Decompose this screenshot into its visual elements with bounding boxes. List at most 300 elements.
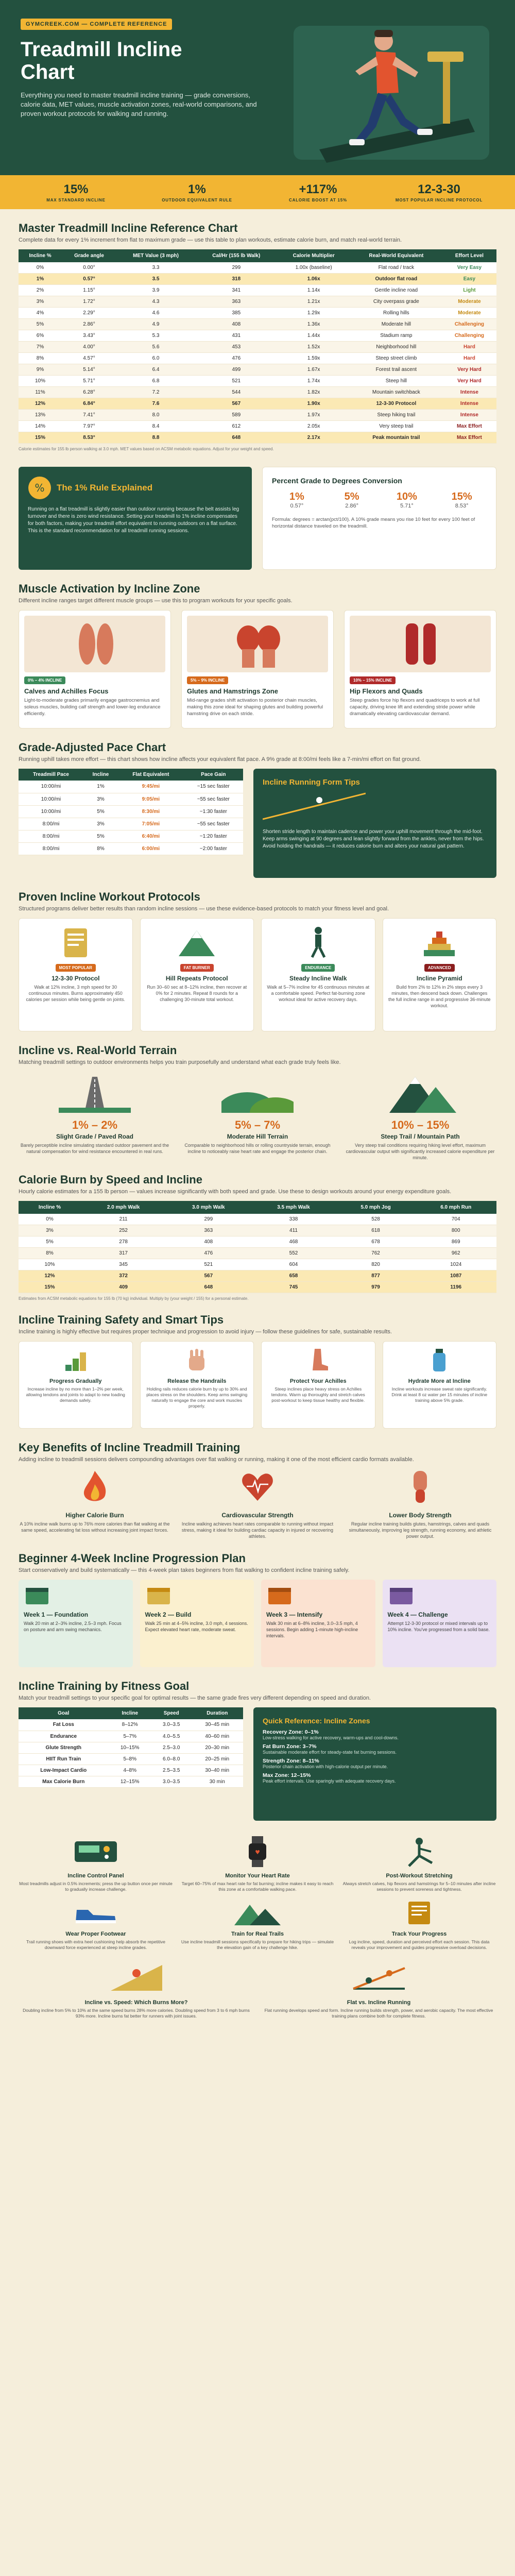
table-row bbox=[19, 1248, 496, 1259]
table-cell: 40–60 min bbox=[192, 1731, 243, 1742]
table-cell: 7.41° bbox=[62, 410, 116, 421]
svg-text:%: % bbox=[35, 482, 45, 494]
conversion-title: Percent Grade to Degrees Conversion bbox=[272, 477, 402, 485]
reference-section bbox=[0, 209, 515, 451]
table-cell: 453 bbox=[195, 342, 277, 353]
road-icon bbox=[59, 1072, 131, 1113]
safety-card: Protect Your Achilles Steep inclines place heavy stress on Achilles tendons. Warm up thoroughly and stretch calves post-workout to keep tissue healthy and flexible. bbox=[261, 1341, 375, 1429]
table-cell: 8–12% bbox=[109, 1719, 151, 1731]
table-cell: 12-3-30 Protocol bbox=[350, 398, 442, 410]
table-cell: City overpass grade bbox=[350, 296, 442, 308]
table-cell: Very Hard bbox=[442, 364, 496, 376]
table-header-cell: Pace Gain bbox=[184, 769, 243, 781]
table-header-cell: 6.0 mph Run bbox=[415, 1201, 496, 1214]
table-cell: 10% bbox=[19, 376, 62, 387]
table-cell: 648 bbox=[166, 1282, 251, 1293]
calves-illustration bbox=[24, 616, 165, 672]
conversion-formula: Formula: degrees = arctan(pct/100). A 10% grade means you rise 10 feet for every 100 feet of horizontal distance traveled on the treadmill. bbox=[272, 517, 475, 529]
reference-title: Master Treadmill Incline Reference Chart bbox=[19, 222, 238, 234]
benefits-subtitle: Adding incline to treadmill sessions delivers compounding advantages over flat walking or running, making it one of the most efficient cardio formats available. bbox=[19, 1456, 414, 1463]
smartwatch-icon bbox=[234, 1836, 281, 1867]
treadmill-runner-illustration bbox=[273, 5, 500, 175]
benefit-card: Lower Body Strength Regular incline training builds glutes, hamstrings, calves and quads simultaneously, improving leg strength, running economy, and athletic power output. bbox=[344, 1469, 496, 1539]
pace-section bbox=[0, 728, 515, 878]
table-cell: 9:45/mi bbox=[118, 781, 184, 793]
hills-icon bbox=[221, 1072, 294, 1113]
conversion-item: 5% 2.86° bbox=[344, 491, 359, 509]
table-cell: Flat road / track bbox=[350, 262, 442, 274]
table-cell: Intense bbox=[442, 410, 496, 421]
table-cell: 408 bbox=[166, 1236, 251, 1248]
table-cell: 1.21x bbox=[277, 296, 350, 308]
table-cell: 6.4 bbox=[116, 364, 195, 376]
table-cell: 20–25 min bbox=[192, 1753, 243, 1765]
table-cell: 552 bbox=[251, 1248, 336, 1259]
tip-card: Incline Control Panel Most treadmills adjust in 0.5% increments; press the up button once per minute to gradually increase challenge. bbox=[19, 1836, 173, 1892]
workout-card: MOST POPULAR 12-3-30 Protocol Walk at 12% incline, 3 mph speed for 30 continuous minutes. Burns approximately 450 calories per session while being gentle on joints. bbox=[19, 918, 133, 1031]
svg-text:♥: ♥ bbox=[255, 1849, 260, 1856]
table-cell: 3% bbox=[19, 1225, 81, 1236]
table-cell: 30 min bbox=[192, 1776, 243, 1787]
table-cell: 299 bbox=[166, 1214, 251, 1225]
table-cell: 341 bbox=[195, 285, 277, 296]
shoes-icon bbox=[73, 1900, 119, 1925]
table-cell: 1.59x bbox=[277, 353, 350, 364]
table-cell: 618 bbox=[336, 1225, 416, 1236]
table-cell: 7% bbox=[19, 342, 62, 353]
table-cell: 14% bbox=[19, 421, 62, 432]
control-panel-icon bbox=[73, 1836, 119, 1867]
stretching-icon bbox=[396, 1836, 442, 1867]
water-bottle-icon bbox=[426, 1347, 452, 1372]
table-cell: 338 bbox=[251, 1214, 336, 1225]
table-cell: 1.06x bbox=[277, 274, 350, 285]
workout-card: ENDURANCE Steady Incline Walk Walk at 5–7% incline for 45 continuous minutes at a comfortable speed. Perfect fat-burning zone workout ideal for active recovery days. bbox=[261, 918, 375, 1031]
table-cell: 10–15% bbox=[109, 1742, 151, 1753]
table-cell: 745 bbox=[251, 1282, 336, 1293]
form-tips-body: Shorten stride length to maintain cadence and power your uphill movement through the mid-foot. Keep arms swinging at 90 degrees and lean slightly forward from the ankles, never from the hips. Avoid holding the handrails — it reduces calorie burn and alters your natural gait pattern. bbox=[263, 829, 484, 849]
table-cell: 869 bbox=[415, 1236, 496, 1248]
table-cell: 704 bbox=[415, 1214, 496, 1225]
workouts-title: Proven Incline Workout Protocols bbox=[19, 890, 200, 903]
table-cell: 521 bbox=[166, 1259, 251, 1270]
table-cell: Moderate bbox=[442, 308, 496, 319]
table-cell: 7.2 bbox=[116, 387, 195, 398]
table-cell: 4.6 bbox=[116, 308, 195, 319]
table-cell: Moderate hill bbox=[350, 319, 442, 330]
terrain-hill: 5% – 7% Moderate Hill Terrain Comparable to neighborhood hills or rolling countryside terrain, enough incline to noticeably raise heart rate and engage the posterior chain. bbox=[181, 1072, 334, 1161]
form-tips-title: Incline Running Form Tips bbox=[263, 778, 360, 787]
table-cell: 7.97° bbox=[62, 421, 116, 432]
reference-footnote: Calorie estimates for 155 lb person walking at 3.0 mph. MET values based on ACSM metabolic equations. Adjust for your weight and speed. bbox=[19, 447, 274, 451]
conversion-item: 15% 8.53° bbox=[451, 491, 472, 509]
weeks-title: Beginner 4-Week Incline Progression Plan bbox=[19, 1552, 246, 1565]
table-cell: 2.05x bbox=[277, 421, 350, 432]
table-row bbox=[19, 1270, 496, 1282]
pace-table bbox=[19, 769, 243, 855]
benefit-card: Higher Calorie Burn A 10% incline walk burns up to 76% more calories than flat walking at the same speed, accelerating fat loss without increasing joint impact forces. bbox=[19, 1469, 171, 1539]
table-cell: Max Effort bbox=[442, 432, 496, 444]
table-cell: 4% bbox=[19, 308, 62, 319]
table-cell: Very Easy bbox=[442, 262, 496, 274]
muscle-subtitle: Different incline ranges target different muscle groups — use this to program workouts for your specific goals. bbox=[19, 598, 293, 604]
table-cell: 1.00x (baseline) bbox=[277, 262, 350, 274]
table-cell: ~15 sec faster bbox=[184, 781, 243, 793]
calendar-icon bbox=[145, 1585, 176, 1605]
table-row bbox=[19, 319, 496, 330]
heel-icon bbox=[305, 1347, 331, 1372]
logbook-icon bbox=[396, 1900, 442, 1925]
table-cell: Moderate bbox=[442, 296, 496, 308]
table-cell: 979 bbox=[336, 1282, 416, 1293]
table-cell: Easy bbox=[442, 274, 496, 285]
stat-calorie-boost: +117% CALORIE BOOST AT 15% bbox=[289, 182, 347, 202]
table-cell: Low-Impact Cardio bbox=[19, 1765, 109, 1776]
rule-title: The 1% Rule Explained bbox=[57, 483, 153, 493]
table-cell: 11% bbox=[19, 387, 62, 398]
glutes-illustration bbox=[187, 616, 328, 672]
table-cell: 8.4 bbox=[116, 421, 195, 432]
table-row bbox=[19, 262, 496, 274]
table-cell: 12% bbox=[19, 1270, 81, 1282]
safety-subtitle: Incline training is highly effective but requires proper technique and progression to avoid injury — follow these guidelines for safe, sustainable results. bbox=[19, 1329, 392, 1335]
rule-section bbox=[0, 454, 515, 570]
table-row bbox=[19, 830, 243, 842]
table-cell: 2.17x bbox=[277, 432, 350, 444]
table-cell: 612 bbox=[195, 421, 277, 432]
table-cell: Mountain switchback bbox=[350, 387, 442, 398]
flat-vs-incline-icon bbox=[348, 1958, 410, 1994]
table-cell: 278 bbox=[81, 1236, 166, 1248]
safety-title: Incline Training Safety and Smart Tips bbox=[19, 1313, 224, 1326]
table-cell: 4.0–5.5 bbox=[151, 1731, 192, 1742]
table-cell: 8% bbox=[83, 842, 118, 855]
table-row bbox=[19, 818, 243, 830]
table-cell: 2.29° bbox=[62, 308, 116, 319]
table-cell: 8% bbox=[19, 353, 62, 364]
quick-zone-item: Max Zone: 12–15% Peak effort intervals. Use sparingly with adequate recovery days. bbox=[263, 1772, 396, 1784]
workouts-section bbox=[0, 878, 515, 1031]
table-cell: ~1:30 faster bbox=[184, 805, 243, 818]
table-cell: Glute Strength bbox=[19, 1742, 109, 1753]
table-cell: 658 bbox=[251, 1270, 336, 1282]
table-header-cell: Incline % bbox=[19, 249, 62, 262]
table-header-cell: Treadmill Pace bbox=[19, 769, 83, 781]
table-cell: 6:40/mi bbox=[118, 830, 184, 842]
table-row bbox=[19, 1753, 243, 1765]
table-cell: 468 bbox=[251, 1236, 336, 1248]
table-cell: 0.57° bbox=[62, 274, 116, 285]
table-cell: 6:00/mi bbox=[118, 842, 184, 855]
table-row bbox=[19, 805, 243, 818]
calendar-icon bbox=[388, 1585, 419, 1605]
table-cell: 15% bbox=[19, 432, 62, 444]
table-header-cell: Goal bbox=[19, 1707, 109, 1719]
form-tips-card bbox=[253, 769, 496, 878]
table-row bbox=[19, 364, 496, 376]
pyramid-icon bbox=[388, 924, 491, 960]
incline-vs-speed-icon bbox=[106, 1958, 167, 1994]
stat-protocol: 12-3-30 MOST POPULAR INCLINE PROTOCOL bbox=[395, 182, 483, 202]
table-cell: 4.00° bbox=[62, 342, 116, 353]
table-cell: 2% bbox=[19, 285, 62, 296]
table-cell: Steep hiking trail bbox=[350, 410, 442, 421]
table-cell: Light bbox=[442, 285, 496, 296]
weeks-subtitle: Start conservatively and build systematically — this 4-week plan takes beginners from flat walking to confident incline training safely. bbox=[19, 1567, 350, 1573]
table-cell: 345 bbox=[81, 1259, 166, 1270]
table-cell: 9:05/mi bbox=[118, 793, 184, 805]
table-cell: 1196 bbox=[415, 1282, 496, 1293]
table-cell: 3.5 bbox=[116, 274, 195, 285]
week-card: Week 2 — Build Walk 25 min at 4–5% incline, 3.0 mph, 4 sessions. Expect elevated heart rate, moderate sweat. bbox=[140, 1580, 254, 1667]
table-cell: 567 bbox=[195, 398, 277, 410]
table-cell: 211 bbox=[81, 1214, 166, 1225]
workout-card: FAT BURNER Hill Repeats Protocol Run 30–60 sec at 8–12% incline, then recover at 0% for 2 minutes. Repeat 8 rounds for a challenging 30-minute total workout. bbox=[140, 918, 254, 1031]
muscle-zone-quads: 10% – 15% INCLINE Hip Flexors and Quads Steep grades force hip flexors and quadriceps to work at full capacity, driving knee lift and extending stride power while dramatically elevating cardiovascular demand. bbox=[344, 610, 496, 728]
table-cell: 318 bbox=[195, 274, 277, 285]
table-header-cell: Calorie Multiplier bbox=[277, 249, 350, 262]
table-cell: 1% bbox=[83, 781, 118, 793]
table-cell: 589 bbox=[195, 410, 277, 421]
table-cell: 8:00/mi bbox=[19, 818, 83, 830]
table-cell: 408 bbox=[195, 319, 277, 330]
muscle-section bbox=[0, 570, 515, 728]
rule-body: Running on a flat treadmill is slightly easier than outdoor running because the belt assists leg turnover and there is zero wind resistance. Setting your treadmill to 1% incline compensates for both factors, making your treadmill effort equivalent to running outdoors on a flat surface. This is the standard recommendation for all treadmill running sessions. bbox=[28, 506, 239, 534]
conversion-item: 1% 0.57° bbox=[289, 491, 304, 509]
table-cell: 476 bbox=[166, 1248, 251, 1259]
tip-card: Train for Real Trails Use incline treadmill sessions specifically to prepare for hiking trips — simulate the elevation gain of a key challenge hike. bbox=[180, 1900, 335, 1951]
table-cell: 528 bbox=[336, 1214, 416, 1225]
safety-card: Progress Gradually Increase incline by no more than 1–2% per week, allowing tendons and joints to adapt to new loading demands safely. bbox=[19, 1341, 133, 1429]
table-row bbox=[19, 387, 496, 398]
workout-card: ADVANCED Incline Pyramid Build from 2% to 12% in 2% steps every 3 minutes, then descend back down. Challenges the full incline range in and progressive 36-minute workout. bbox=[383, 918, 497, 1031]
table-cell: 372 bbox=[81, 1270, 166, 1282]
tips-section bbox=[0, 1821, 515, 2019]
table-cell: 5–8% bbox=[109, 1753, 151, 1765]
stat-outdoor-rule: 1% OUTDOOR EQUIVALENT RULE bbox=[162, 182, 232, 202]
calorie-title: Calorie Burn by Speed and Incline bbox=[19, 1173, 202, 1186]
table-cell: 10:00/mi bbox=[19, 781, 83, 793]
table-cell: 10:00/mi bbox=[19, 805, 83, 818]
table-cell: Hard bbox=[442, 353, 496, 364]
mountain-icon bbox=[384, 1072, 456, 1113]
table-cell: Fat Loss bbox=[19, 1719, 109, 1731]
table-row bbox=[19, 308, 496, 319]
table-header-cell: Duration bbox=[192, 1707, 243, 1719]
table-cell: 877 bbox=[336, 1270, 416, 1282]
table-cell: 8:30/mi bbox=[118, 805, 184, 818]
safety-card: Hydrate More at Incline Incline workouts increase sweat rate significantly. Drink at least 8 oz water per 15 minutes of incline training above 5% grade. bbox=[383, 1341, 497, 1429]
calorie-subtitle: Hourly calorie estimates for a 155 lb person — values increase significantly with both speed and grade. Use these to design workouts around your energy expenditure goals. bbox=[19, 1189, 452, 1195]
table-row bbox=[19, 1776, 243, 1787]
table-cell: 5.14° bbox=[62, 364, 116, 376]
table-cell: Steep street climb bbox=[350, 353, 442, 364]
conversion-list bbox=[272, 491, 487, 509]
table-header-cell: Speed bbox=[151, 1707, 192, 1719]
table-cell: 820 bbox=[336, 1259, 416, 1270]
goal-subtitle: Match your treadmill settings to your specific goal for optimal results — the same grade fires very different depending on speed and duration. bbox=[19, 1695, 371, 1701]
terrain-title: Incline vs. Real-World Terrain bbox=[19, 1044, 177, 1057]
table-header-cell: Real-World Equivalent bbox=[350, 249, 442, 262]
conversion-card bbox=[262, 467, 496, 570]
table-cell: 8.8 bbox=[116, 432, 195, 444]
table-cell: Rolling hills bbox=[350, 308, 442, 319]
table-cell: Max Effort bbox=[442, 421, 496, 432]
table-header-cell: Incline % bbox=[19, 1201, 81, 1214]
table-cell: 5.71° bbox=[62, 376, 116, 387]
table-row bbox=[19, 842, 243, 855]
terrain-mountain: 10% – 15% Steep Trail / Mountain Path Very steep trail conditions requiring hiking level effort, maximum cardiovascular output with significantly increased calorie expenditure per minute. bbox=[344, 1072, 496, 1161]
table-cell: 1.44x bbox=[277, 330, 350, 342]
tip-card: Track Your Progress Log incline, speed, duration and perceived effort each session. This data reveals your improvement and guides progressive overload decisions. bbox=[342, 1900, 496, 1951]
table-row bbox=[19, 376, 496, 387]
table-row bbox=[19, 1236, 496, 1248]
table-cell: 1.97x bbox=[277, 410, 350, 421]
table-cell: 5–7% bbox=[109, 1731, 151, 1742]
table-header-cell: 3.5 mph Walk bbox=[251, 1201, 336, 1214]
table-header-cell: MET Value (3 mph) bbox=[116, 249, 195, 262]
table-cell: 4.3 bbox=[116, 296, 195, 308]
pace-title: Grade-Adjusted Pace Chart bbox=[19, 741, 166, 754]
table-row bbox=[19, 274, 496, 285]
table-row bbox=[19, 432, 496, 444]
table-cell: Peak mountain trail bbox=[350, 432, 442, 444]
goal-title: Incline Training by Fitness Goal bbox=[19, 1680, 190, 1692]
table-cell: 10:00/mi bbox=[19, 793, 83, 805]
quick-zone-item: Strength Zone: 8–11% Posterior chain activation with high-calorie output per minute. bbox=[263, 1758, 388, 1769]
table-cell: 1.36x bbox=[277, 319, 350, 330]
table-cell: 3.0–3.5 bbox=[151, 1776, 192, 1787]
table-cell: 476 bbox=[195, 353, 277, 364]
table-cell: 6.84° bbox=[62, 398, 116, 410]
table-row bbox=[19, 353, 496, 364]
table-row bbox=[19, 342, 496, 353]
table-cell: 5% bbox=[19, 1236, 81, 1248]
rule-card bbox=[19, 467, 252, 570]
table-cell: Challenging bbox=[442, 319, 496, 330]
table-cell: Intense bbox=[442, 387, 496, 398]
table-cell: Gentle incline road bbox=[350, 285, 442, 296]
table-cell: 1.72° bbox=[62, 296, 116, 308]
table-cell: 678 bbox=[336, 1236, 416, 1248]
table-cell: 5% bbox=[83, 805, 118, 818]
table-cell: 544 bbox=[195, 387, 277, 398]
hero-intro: Everything you need to master treadmill incline training — grade conversions, calorie data, MET values, muscle activation zones, real-world comparisons, and proven workout protocols for walking and running. bbox=[21, 91, 257, 117]
table-row bbox=[19, 285, 496, 296]
table-cell: Very Hard bbox=[442, 376, 496, 387]
steps-icon bbox=[63, 1347, 89, 1372]
table-header-cell: 2.0 mph Walk bbox=[81, 1201, 166, 1214]
table-cell: 4.57° bbox=[62, 353, 116, 364]
quick-zone-item: Recovery Zone: 0–1% Low-stress walking for active recovery, warm-ups and cool-downs. bbox=[263, 1729, 399, 1740]
table-cell: 0% bbox=[19, 262, 62, 274]
table-header-cell: Effort Level bbox=[442, 249, 496, 262]
tip-card: Wear Proper Footwear Trail running shoes with extra heel cushioning help absorb the repetitive downward force experienced at steep incline grades. bbox=[19, 1900, 173, 1951]
table-cell: 5.3 bbox=[116, 330, 195, 342]
leg-muscle-icon bbox=[402, 1469, 438, 1505]
calendar-icon bbox=[266, 1585, 297, 1605]
benefits-section bbox=[0, 1429, 515, 1539]
muscle-title: Muscle Activation by Incline Zone bbox=[19, 582, 200, 595]
table-cell: Challenging bbox=[442, 330, 496, 342]
quick-zone-item: Fat Burn Zone: 3–7% Sustainable moderate effort for steady-state fat burning sessions. bbox=[263, 1743, 397, 1755]
table-cell: Endurance bbox=[19, 1731, 109, 1742]
table-cell: 2.86° bbox=[62, 319, 116, 330]
safety-section bbox=[0, 1301, 515, 1429]
flame-icon bbox=[77, 1469, 113, 1505]
table-cell: 3.9 bbox=[116, 285, 195, 296]
table-cell: 1.82x bbox=[277, 387, 350, 398]
table-cell: 409 bbox=[81, 1282, 166, 1293]
table-cell: 431 bbox=[195, 330, 277, 342]
table-cell: 521 bbox=[195, 376, 277, 387]
hero-badge: GYMCREEK.COM — COMPLETE REFERENCE bbox=[21, 19, 172, 30]
running-form-icon bbox=[263, 791, 366, 822]
table-row bbox=[19, 1719, 243, 1731]
table-cell: 5% bbox=[19, 319, 62, 330]
walker-icon bbox=[267, 924, 370, 960]
table-cell: 30–40 min bbox=[192, 1765, 243, 1776]
table-cell: 8:00/mi bbox=[19, 842, 83, 855]
muscle-zone-glutes: 5% – 9% INCLINE Glutes and Hamstrings Zone Mid-range grades shift activation to posterior chain muscles, making this zone ideal for shaping glutes and building powerful hamstring drive on each stride. bbox=[181, 610, 334, 728]
table-row bbox=[19, 1214, 496, 1225]
table-cell: 8.53° bbox=[62, 432, 116, 444]
trail-icon bbox=[234, 1900, 281, 1925]
table-cell: ~55 sec faster bbox=[184, 793, 243, 805]
table-cell: 762 bbox=[336, 1248, 416, 1259]
table-row bbox=[19, 296, 496, 308]
table-cell: 411 bbox=[251, 1225, 336, 1236]
table-cell: 3% bbox=[83, 818, 118, 830]
table-cell: 9% bbox=[19, 364, 62, 376]
table-cell: Steep hill bbox=[350, 376, 442, 387]
stats-bar bbox=[0, 175, 515, 209]
tip-card: Flat vs. Incline Running Flat running develops speed and form. Incline running builds strength, power, and aerobic capacity. The most effective training plans combine both for complete fitness. bbox=[261, 1958, 496, 2019]
benefits-title: Key Benefits of Incline Treadmill Training bbox=[19, 1441, 241, 1454]
terrain-subtitle: Matching treadmill settings to outdoor environments helps you train purposefully and understand what each grade truly feels like. bbox=[19, 1059, 341, 1065]
table-cell: 1.15° bbox=[62, 285, 116, 296]
table-cell: 567 bbox=[166, 1270, 251, 1282]
table-cell: 10% bbox=[19, 1259, 81, 1270]
table-cell: 363 bbox=[166, 1225, 251, 1236]
table-cell: 317 bbox=[81, 1248, 166, 1259]
week-card: Week 4 — Challenge Attempt 12-3-30 protocol or mixed intervals up to 10% incline. You've progressed from a solid base. bbox=[383, 1580, 497, 1667]
table-cell: Stadium ramp bbox=[350, 330, 442, 342]
table-cell: Hard bbox=[442, 342, 496, 353]
table-cell: 15% bbox=[19, 1282, 81, 1293]
workouts-subtitle: Structured programs deliver better results than random incline sessions — use these evidence-based protocols to match your fitness level and goal. bbox=[19, 906, 389, 912]
table-row bbox=[19, 781, 243, 793]
table-cell: 8.0 bbox=[116, 410, 195, 421]
table-row bbox=[19, 421, 496, 432]
table-cell: Outdoor flat road bbox=[350, 274, 442, 285]
table-row bbox=[19, 398, 496, 410]
reference-subtitle: Complete data for every 1% increment from flat to maximum grade — use this table to plan workouts, estimate calorie burn, and match real-world terrain. bbox=[19, 237, 402, 243]
table-row bbox=[19, 1282, 496, 1293]
table-cell: 2.5–3.0 bbox=[151, 1742, 192, 1753]
calendar-icon bbox=[24, 1585, 55, 1605]
safety-card: Release the Handrails Holding rails reduces calorie burn by up to 30% and places stress on the shoulders. Keep arms swinging naturally to engage the core and work muscles properly. bbox=[140, 1341, 254, 1429]
table-cell: 6.0 bbox=[116, 353, 195, 364]
table-cell: 3% bbox=[83, 793, 118, 805]
quads-illustration bbox=[350, 616, 491, 672]
table-cell: Very steep trail bbox=[350, 421, 442, 432]
goal-section bbox=[0, 1667, 515, 1821]
table-row bbox=[19, 1765, 243, 1776]
table-header-cell: Cal/Hr (155 lb Walk) bbox=[195, 249, 277, 262]
conversion-item: 10% 5.71° bbox=[396, 491, 417, 509]
table-cell: 4.9 bbox=[116, 319, 195, 330]
